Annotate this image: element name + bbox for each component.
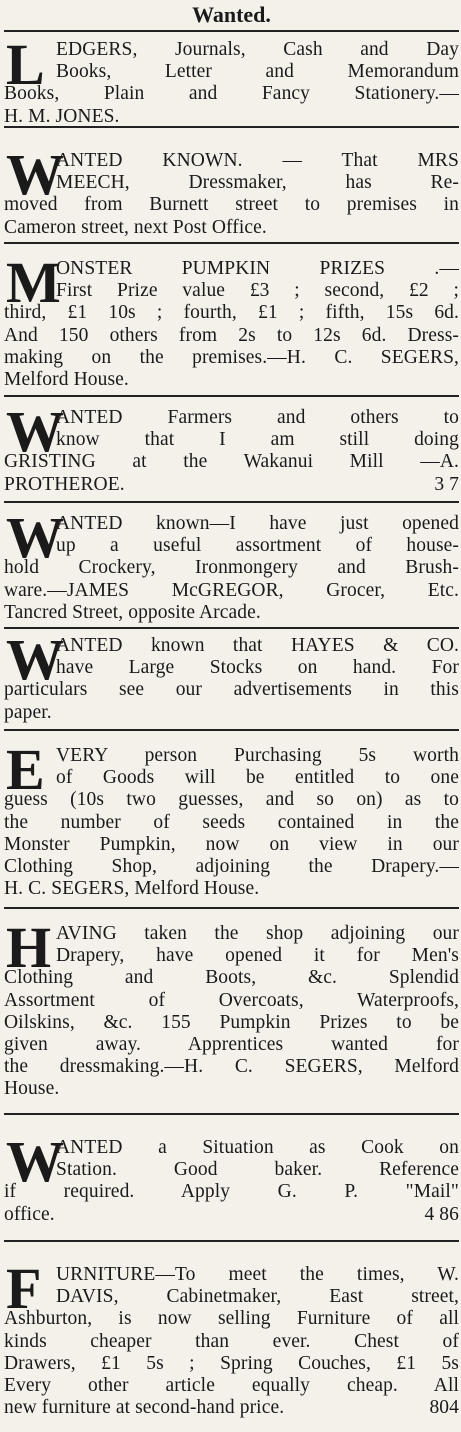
ad-gristing <box>4 397 459 503</box>
ad-line: moved from Burnett street to premises in <box>4 194 459 216</box>
ad-line: ANTED known—I have just opened <box>56 513 459 534</box>
ad-line: Every other article equally cheap. All <box>4 1375 459 1397</box>
ad-line: PROTHEROE. <box>4 473 125 495</box>
ad-situation-as-cook <box>4 1115 459 1242</box>
drop-cap: W <box>6 142 64 207</box>
ad-reference-number: 804 <box>429 1397 459 1419</box>
ad-line: Cameron street, next Post Office. <box>4 216 267 238</box>
ad-line: Station. Good baker. Reference <box>56 1159 459 1181</box>
ad-every-person <box>4 731 459 909</box>
ad-ledgers <box>4 32 459 128</box>
ad-line: Ashburton, is now selling Furniture of all <box>4 1308 459 1330</box>
drop-cap: L <box>6 32 45 97</box>
ad-line: hold Crockery, Ironmongery and Brush- <box>4 557 459 579</box>
ad-closing-line <box>4 1397 459 1419</box>
ad-line: Clothing Shop, adjoining the Drapery.— <box>4 856 459 878</box>
ad-line: making on the premises.—H. C. SEGERS, <box>4 346 459 368</box>
ad-james-mcgregor <box>4 503 459 629</box>
ad-line: the dressmaking.—H. C. SEGERS, Melford <box>4 1056 459 1078</box>
ad-reference-number: 4 86 <box>424 1203 459 1225</box>
ad-line: Clothing and Boots, &c. Splendid <box>4 967 459 989</box>
ad-line: ware.—JAMES McGREGOR, Grocer, Etc. <box>4 579 459 601</box>
ad-mrs-meech <box>4 128 459 244</box>
ad-line: guess (10s two guesses, and so on) as to <box>4 789 459 811</box>
ad-reference-number: 3 7 <box>434 473 459 495</box>
ad-line: Melford House. <box>4 369 129 391</box>
ad-closing-line <box>4 474 459 496</box>
ad-closing-line <box>4 1204 459 1226</box>
ad-line: paper. <box>4 701 52 723</box>
drop-cap: H <box>6 915 52 980</box>
ad-line: ANTED known that HAYES & CO. <box>56 635 459 656</box>
ad-line: First Prize value £3 ; second, £2 ; <box>56 280 459 302</box>
ad-line: kinds cheaper than ever. Chest of <box>4 1330 459 1352</box>
ad-line: ANTED Farmers and others to <box>56 407 459 428</box>
drop-cap: F <box>6 1256 42 1321</box>
ad-line: up a useful assortment of house- <box>56 535 459 557</box>
ad-line: office. <box>4 1203 55 1225</box>
ad-line: if required. Apply G. P. "Mail" <box>4 1181 459 1203</box>
drop-cap: E <box>6 737 45 802</box>
ad-line: ONSTER PUMPKIN PRIZES .— <box>56 258 459 279</box>
ad-line: GRISTING at the Wakanui Mill —A. <box>4 451 459 473</box>
ad-line: have Large Stocks on hand. For <box>56 657 459 679</box>
ad-line: House. <box>4 1078 60 1100</box>
ad-having-taken-shop <box>4 909 459 1115</box>
ad-line: Monster Pumpkin, now on view in our <box>4 833 459 855</box>
ad-line: MEECH, Dressmaker, has Re- <box>56 172 459 194</box>
ad-line: third, £1 10s ; fourth, £1 ; fifth, 15s 6d. <box>4 302 459 324</box>
ad-line: new furniture at second-hand price. <box>4 1397 285 1419</box>
ad-line: H. M. JONES. <box>4 105 120 127</box>
ad-line: know that I am still doing <box>56 429 459 451</box>
ad-line: URNITURE—To meet the times, W. <box>56 1264 459 1285</box>
ad-line: And 150 others from 2s to 12s 6d. Dress- <box>4 324 459 346</box>
ad-line: ANTED KNOWN. — That MRS <box>56 150 459 171</box>
ad-monster-pumpkin-prizes <box>4 244 459 397</box>
ad-line: given away. Apprentices wanted for <box>4 1034 459 1056</box>
ad-line: AVING taken the shop adjoining our <box>56 923 459 944</box>
drop-cap: W <box>6 627 64 692</box>
section-heading: Wanted. <box>4 0 459 32</box>
ad-line: Drawers, £1 5s ; Spring Couches, £1 5s <box>4 1352 459 1374</box>
ad-line: Books, Letter and Memorandum <box>56 61 459 83</box>
ad-line: ANTED a Situation as Cook on <box>56 1137 459 1158</box>
drop-cap: W <box>6 505 64 570</box>
ad-line: Drapery, have opened it for Men's <box>56 945 459 967</box>
ad-line: Tancred Street, opposite Arcade. <box>4 601 261 623</box>
drop-cap: W <box>6 399 64 464</box>
ad-furniture-davis <box>4 1242 459 1432</box>
ad-line: H. C. SEGERS, Melford House. <box>4 878 260 900</box>
ad-line: Assortment of Overcoats, Waterproofs, <box>4 989 459 1011</box>
ad-line: the number of seeds contained in the <box>4 811 459 833</box>
ad-line: of Goods will be entitled to one <box>56 767 459 789</box>
drop-cap: M <box>6 250 61 315</box>
ad-line: DAVIS, Cabinetmaker, East street, <box>56 1286 459 1308</box>
ad-line: Oilskins, &c. 155 Pumpkin Prizes to be <box>4 1011 459 1033</box>
ad-line: particulars see our advertisements in this <box>4 679 459 701</box>
ad-hayes-and-co <box>4 629 459 731</box>
ad-line: VERY person Purchasing 5s worth <box>56 745 459 766</box>
ad-line: EDGERS, Journals, Cash and Day <box>56 39 459 60</box>
ad-line: Books, Plain and Fancy Stationery.— <box>4 83 459 105</box>
drop-cap: W <box>6 1129 64 1194</box>
